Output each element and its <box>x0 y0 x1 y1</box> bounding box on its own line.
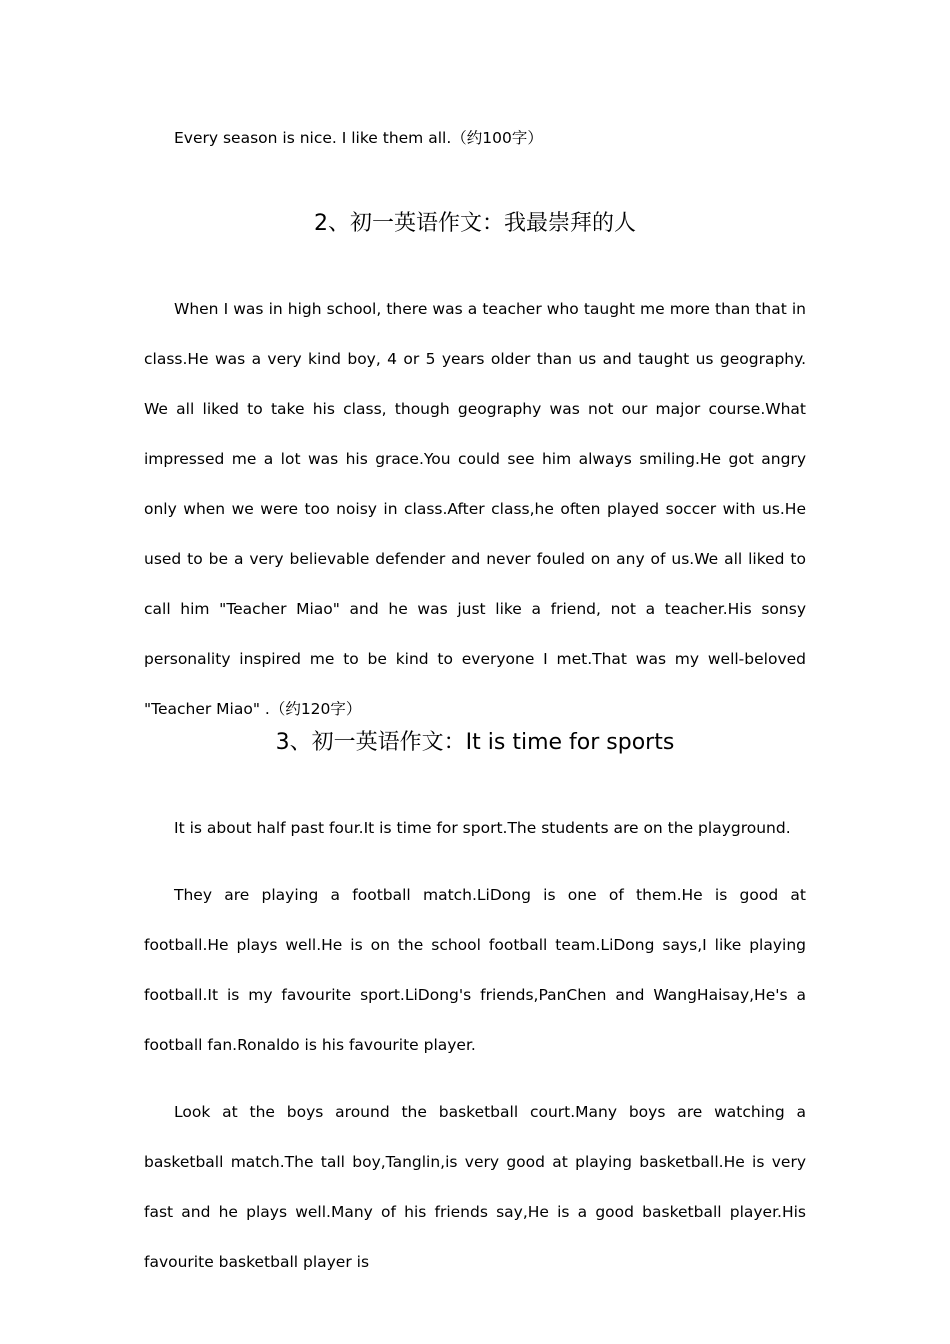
heading-section-2: 2、初一英语作文：我最崇拜的人 <box>314 211 636 236</box>
paragraph-season-end: Every season is nice. I like them all.（约100字） <box>174 129 543 147</box>
paragraph-teacher: When I was in high school, there was a teacher who taught me more than that in class.He was a very kind boy, 4 or 5 years older than us and taught us geography. We all liked to take his class, though geography was not our major course.What impressed me a lot was his grace.You could see him always smiling.He got angry only when we were too noisy in class.After class,he often played soccer with us.He used to be a very believable defender and never fouled on any of us.We all liked to call him "Teacher Miao" and he was just like a friend, not a teacher.His sonsy personality inspired me to be kind to everyone I met.That was my well-beloved "Teacher Miao" .（约120字） <box>144 300 806 718</box>
paragraph-football: They are playing a football match.LiDong is one of them.He is good at football.He plays well.He is on the school football team.LiDong says,I like playing football.It is my favourite sport.LiDong's friends,PanChen and WangHaisay,He's a football fan.Ronaldo is his favourite player. <box>144 886 806 1054</box>
paragraph-sports-intro: It is about half past four.It is time for sport.The students are on the playground. <box>174 819 791 837</box>
paragraph-basketball: Look at the boys around the basketball court.Many boys are watching a basketball match.The tall boy,Tanglin,is very good at playing basketball.He is very fast and he plays well.Many of his friends say,He is a good basketball player.His favourite basketball player is <box>144 1103 806 1271</box>
heading-section-3: 3、初一英语作文：It is time for sports <box>275 730 675 755</box>
